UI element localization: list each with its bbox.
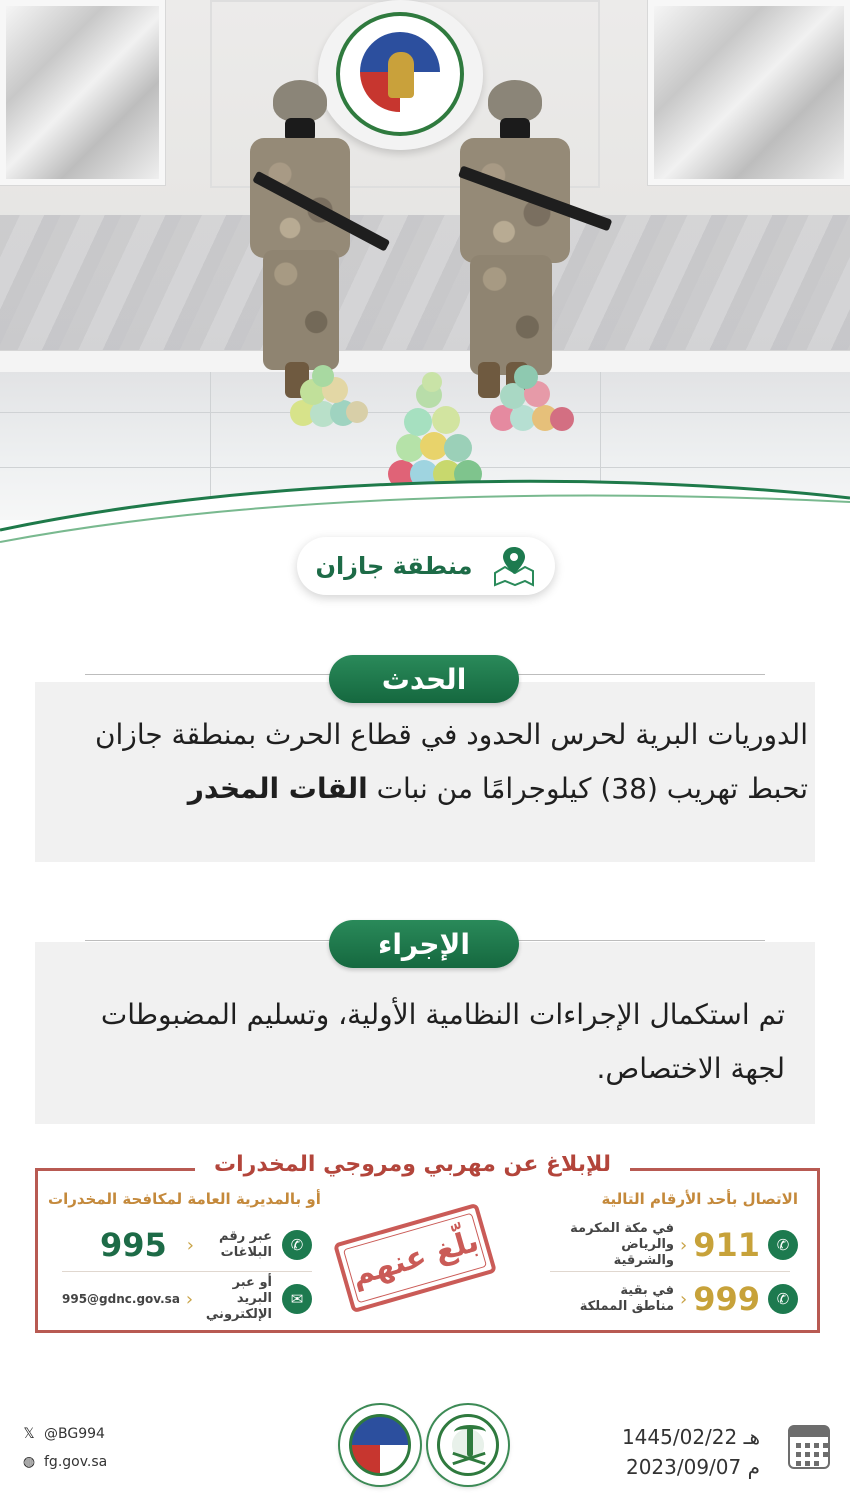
location-badge [297, 537, 555, 595]
event-line-1: الدوريات البرية لحرس الحدود في قطاع الحرث بمنطقة جازان [94, 718, 808, 751]
event-line-2-prefix: تحبط تهريب (38) كيلوجرامًا من نبات [367, 772, 808, 805]
event-line-2-bold: القات المخدر [187, 772, 368, 805]
chevron-left-icon: ‹ [186, 1234, 194, 1256]
baseboard [0, 350, 850, 372]
email-report-label [199, 1275, 272, 1323]
chevron-left-icon: ‹ [185, 1288, 194, 1310]
report-subtitle-left: أو بالمديرية العامة لمكافحة المخدرات [48, 1190, 321, 1208]
ministry-of-interior-logo [428, 1405, 508, 1485]
chevron-left-icon: ‹ [680, 1288, 688, 1310]
calendar-icon [788, 1425, 830, 1469]
email-report-label-top: أو عبر البريد [232, 1275, 272, 1306]
hotline-995-label [200, 1229, 272, 1261]
email-report-label-bottom: الإلكتروني [205, 1307, 272, 1322]
marble-panel-right [648, 0, 850, 185]
report-them-stamp: بلّغ عنهم [333, 1203, 497, 1314]
hotline-995-label-bottom: البلاغات [220, 1245, 272, 1260]
footer-dates [622, 1422, 760, 1482]
report-top-border-right [630, 1168, 820, 1171]
footer-social [20, 1420, 107, 1476]
report-title: للإبلاغ عن مهربي ومروجي المخدرات [214, 1152, 611, 1177]
seized-packages-pile-3 [490, 365, 575, 435]
row-divider [550, 1271, 790, 1272]
mail-icon: ✉ [282, 1284, 312, 1314]
website-row[interactable] [20, 1448, 107, 1476]
phone-icon: ✆ [282, 1230, 312, 1260]
date-gregorian: 2023/09/07 م [625, 1455, 760, 1479]
marble-panel-left [0, 0, 165, 185]
hero-photo [0, 0, 850, 520]
marble-wall [0, 215, 850, 365]
date-hijri: 1445/02/22 هـ [621, 1425, 760, 1449]
seized-packages-pile-1 [290, 365, 370, 430]
location-label: منطقة جازان [315, 552, 473, 580]
hotline-999-label-top: في بقية [620, 1283, 674, 1298]
soldier-left [215, 80, 385, 400]
event-text [38, 708, 808, 816]
twitter-handle[interactable]: @BG994 [44, 1426, 105, 1442]
x-twitter-icon: 𝕏 [23, 1426, 35, 1442]
website-link[interactable]: fg.gov.sa [44, 1454, 108, 1470]
email-report-row[interactable] [62, 1275, 312, 1322]
phone-icon: ✆ [768, 1284, 798, 1314]
hotline-911-label [564, 1221, 674, 1269]
report-subtitle-right: الاتصال بأحد الأرقام التالية [601, 1190, 798, 1208]
report-top-border-left [35, 1168, 195, 1171]
globe-icon: ◍ [22, 1454, 36, 1470]
soldier-right [440, 80, 620, 400]
hotline-911-number[interactable]: 911 [693, 1226, 760, 1264]
action-line-1: تم استكمال الإجراءات النظامية الأولية، وتسليم المضبوطات [100, 998, 785, 1031]
hotline-911-row[interactable] [548, 1221, 798, 1268]
hotline-999-row[interactable] [548, 1278, 798, 1320]
hotline-995-row[interactable] [62, 1224, 312, 1266]
hotline-999-label [564, 1283, 674, 1315]
hotline-911-label-bottom: والرياض والشرقية [613, 1237, 674, 1268]
action-text [40, 988, 785, 1096]
border-guard-logo [340, 1405, 420, 1485]
chevron-left-icon: ‹ [680, 1234, 688, 1256]
report-email-link[interactable]: 995@gdnc.gov.sa [62, 1292, 180, 1306]
hotline-999-label-bottom: مناطق المملكة [579, 1299, 674, 1314]
event-line-2 [38, 762, 808, 816]
phone-icon: ✆ [768, 1230, 798, 1260]
event-title-pill: الحدث [329, 655, 519, 703]
hotline-911-label-top: في مكة المكرمة [570, 1221, 674, 1236]
map-pin-icon [491, 543, 537, 589]
action-title-pill: الإجراء [329, 920, 519, 968]
action-line-2: لجهة الاختصاص. [596, 1052, 785, 1085]
row-divider [62, 1271, 312, 1272]
twitter-row[interactable] [20, 1420, 107, 1448]
hotline-995-label-top: عبر رقم [219, 1229, 272, 1244]
hotline-995-number[interactable]: 995 [100, 1226, 167, 1264]
hotline-999-number[interactable]: 999 [693, 1280, 760, 1318]
